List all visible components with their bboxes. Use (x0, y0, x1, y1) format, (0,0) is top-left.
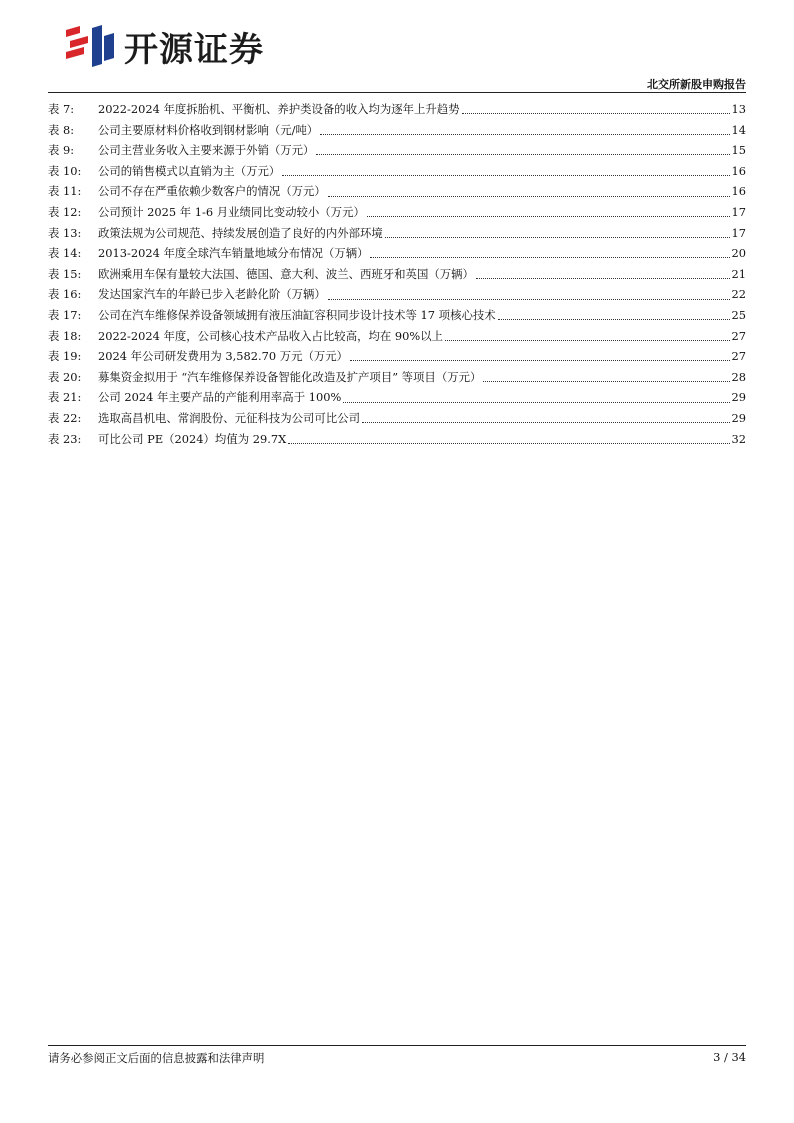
footer-page-number: 3 / 34 (713, 1050, 746, 1064)
toc-entry[interactable] (48, 367, 746, 388)
toc-entry-label: 表 21: (48, 390, 82, 405)
toc-entry-label: 表 14: (48, 246, 82, 261)
toc-entry[interactable] (48, 387, 746, 408)
toc-entry-label: 表 19: (48, 349, 82, 364)
toc-entry-page: 20 (731, 246, 746, 261)
report-type-label: 北交所新股申购报告 (647, 78, 746, 91)
toc-entry[interactable] (48, 202, 746, 223)
toc-entry-page: 29 (731, 390, 746, 405)
toc-dot-leader (498, 318, 730, 320)
toc-entry-label: 表 12: (48, 204, 82, 219)
footer-divider (48, 1045, 746, 1046)
toc-dot-leader (476, 277, 730, 279)
toc-entry-title: 公司主要原材料价格收到钢材影响（元/吨） (98, 122, 319, 137)
toc-entry-title: 公司 2024 年主要产品的产能利用率高于 100% (98, 390, 342, 405)
toc-entry-page: 15 (731, 143, 746, 158)
toc-entry-page: 17 (731, 225, 746, 240)
toc-dot-leader (316, 153, 729, 155)
toc-entry-label: 表 9: (48, 143, 75, 158)
toc-entry-title: 2024 年公司研发费用为 3,582.70 万元（万元） (98, 349, 349, 364)
toc-entry[interactable] (48, 99, 746, 120)
footer-disclaimer: 请务必参阅正文后面的信息披露和法律声明 (48, 1051, 265, 1065)
toc-entry[interactable] (48, 161, 746, 182)
toc-entry[interactable] (48, 140, 746, 161)
toc-entry-title: 2022-2024 年度拆胎机、平衡机、养护类设备的收入均为逐年上升趋势 (98, 102, 460, 116)
toc-dot-leader (328, 298, 730, 300)
toc-dot-leader (320, 133, 729, 135)
toc-entry-page: 13 (731, 102, 746, 116)
toc-entry[interactable] (48, 243, 746, 264)
toc-entry-page: 22 (731, 287, 746, 302)
toc-entry-title: 政策法规为公司规范、持续发展创造了良好的内外部环境 (98, 225, 383, 240)
toc-entry-label: 表 18: (48, 328, 82, 343)
toc-entry-label: 表 10: (48, 163, 82, 178)
toc-entry-page: 28 (731, 369, 746, 384)
toc-entry-page: 21 (731, 266, 746, 281)
toc-dot-leader (367, 215, 730, 217)
table-of-contents (48, 99, 746, 449)
toc-entry-title: 公司预计 2025 年 1-6 月业绩同比变动较小（万元） (98, 204, 365, 219)
toc-entry-title: 公司主营业务收入主要来源于外销（万元） (98, 143, 315, 158)
toc-entry-page: 25 (731, 307, 746, 322)
toc-entry-label: 表 7: (48, 102, 75, 116)
toc-dot-leader (288, 442, 729, 444)
toc-entry-title: 募集资金拟用于 “汽车维修保养设备智能化改造及扩产项目” 等项目（万元） (98, 369, 482, 384)
toc-entry-title: 公司的销售模式以直销为主（万元） (98, 163, 281, 178)
toc-entry[interactable] (48, 264, 746, 285)
toc-entry-label: 表 15: (48, 266, 82, 281)
toc-entry[interactable] (48, 429, 746, 450)
toc-entry-page: 17 (731, 204, 746, 219)
toc-entry-title: 2013-2024 年度全球汽车销量地域分布情况（万辆） (98, 246, 369, 261)
toc-entry[interactable] (48, 284, 746, 305)
toc-entry-label: 表 20: (48, 369, 82, 384)
toc-entry[interactable] (48, 408, 746, 429)
toc-entry-page: 16 (731, 163, 746, 178)
toc-entry-label: 表 8: (48, 122, 75, 137)
toc-entry-page: 32 (731, 431, 746, 446)
toc-entry-title: 2022-2024 年度，公司核心技术产品收入占比较高，均在 90%以上 (98, 328, 443, 343)
toc-entry-label: 表 16: (48, 287, 82, 302)
toc-dot-leader (385, 236, 730, 238)
toc-entry[interactable] (48, 346, 746, 367)
toc-entry-page: 27 (731, 328, 746, 343)
toc-entry[interactable] (48, 326, 746, 347)
brand-logo (62, 22, 264, 70)
toc-entry-page: 14 (731, 122, 746, 137)
toc-entry-title: 发达国家汽车的年龄已步入老龄化阶（万辆） (98, 287, 326, 302)
toc-dot-leader (350, 359, 729, 361)
toc-entry-title: 欧洲乘用车保有量较大法国、德国、意大利、波兰、西班牙和英国（万辆） (98, 266, 474, 281)
toc-entry-label: 表 11: (48, 184, 82, 199)
toc-entry-title: 公司不存在严重依赖少数客户的情况（万元） (98, 184, 326, 199)
toc-entry-page: 29 (731, 410, 746, 425)
toc-dot-leader (343, 401, 729, 403)
toc-entry-label: 表 22: (48, 410, 82, 425)
toc-entry-title: 可比公司 PE（2024）均值为 29.7X (98, 431, 287, 446)
toc-entry[interactable] (48, 223, 746, 244)
toc-dot-leader (282, 174, 729, 176)
brand-logo-mark-icon (62, 24, 118, 68)
brand-name: 开源证券 (124, 29, 264, 70)
toc-dot-leader (462, 112, 730, 114)
toc-dot-leader (445, 339, 730, 341)
toc-entry-page: 16 (731, 184, 746, 199)
toc-entry[interactable] (48, 305, 746, 326)
toc-entry[interactable] (48, 120, 746, 141)
toc-dot-leader (370, 256, 729, 258)
toc-entry-label: 表 23: (48, 431, 82, 446)
toc-entry-label: 表 13: (48, 225, 82, 240)
toc-entry[interactable] (48, 181, 746, 202)
toc-dot-leader (328, 195, 730, 197)
toc-dot-leader (483, 380, 729, 382)
toc-entry-page: 27 (731, 349, 746, 364)
toc-entry-title: 选取高昌机电、常润股份、元征科技为公司可比公司 (98, 410, 360, 425)
toc-entry-label: 表 17: (48, 307, 82, 322)
header-divider (48, 92, 746, 93)
toc-dot-leader (362, 421, 730, 423)
toc-entry-title: 公司在汽车维修保养设备领域拥有液压油缸容积同步设计技术等 17 项核心技术 (98, 307, 496, 322)
